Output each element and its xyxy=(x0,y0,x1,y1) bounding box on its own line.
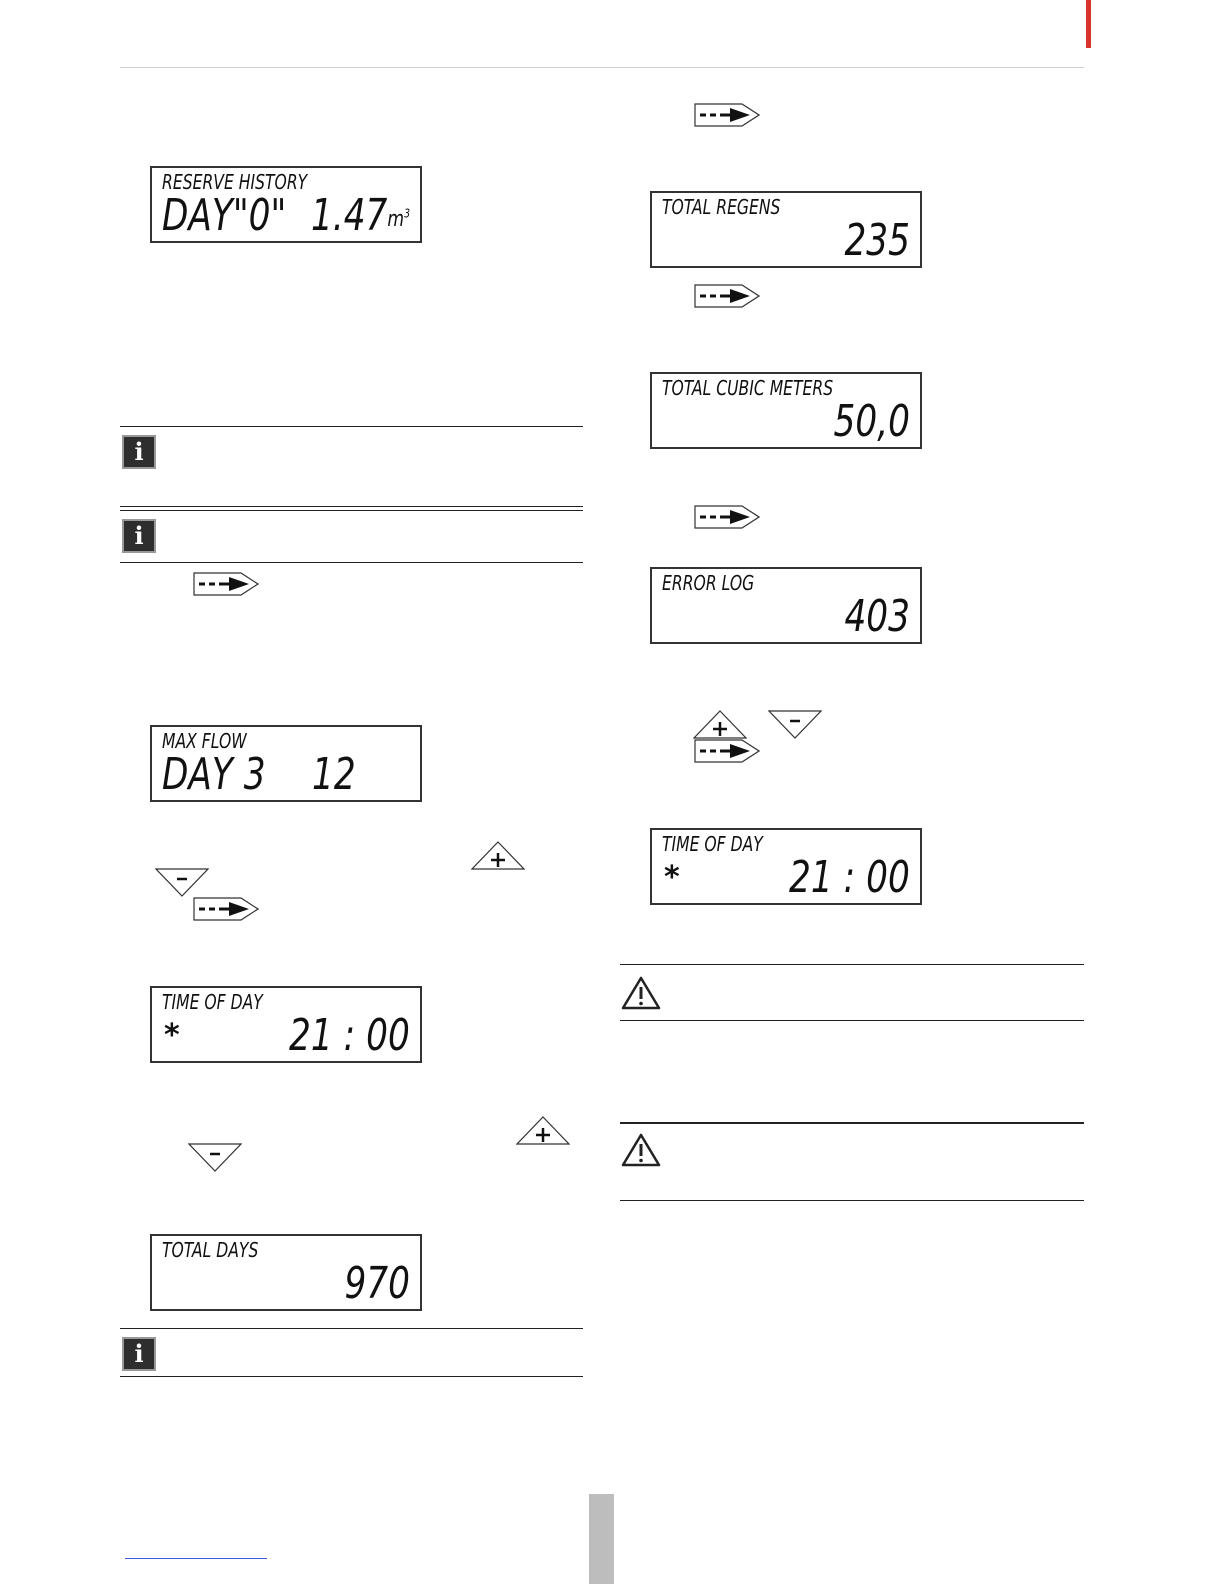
info-box-bottom-rule xyxy=(120,506,583,507)
warning-icon xyxy=(621,1133,661,1167)
lcd-unit-symbol: m xyxy=(387,207,405,232)
lcd-marker: * xyxy=(664,860,680,895)
info-icon: i xyxy=(122,519,156,553)
lcd-error-log xyxy=(650,567,922,644)
warning-box-top-rule xyxy=(620,964,1084,965)
warning-box-bottom-rule xyxy=(620,1200,1084,1201)
next-arrow-icon xyxy=(694,103,760,127)
lcd-line1: TOTAL CUBIC METERS xyxy=(662,376,834,400)
lcd-line1: RESERVE HISTORY xyxy=(162,170,308,194)
lcd-line1: TOTAL REGENS xyxy=(662,195,781,219)
lcd-value: 50,0 xyxy=(833,396,910,447)
info-box-top-rule xyxy=(120,1328,583,1329)
lcd-unit xyxy=(387,207,410,232)
lcd-value: 12 xyxy=(312,749,356,800)
minus-button-icon xyxy=(768,709,822,739)
lcd-day-label: DAY 3 xyxy=(162,749,266,800)
lcd-day-label: DAY"0" xyxy=(162,190,287,241)
plus-button-icon xyxy=(516,1116,570,1146)
lcd-value: 235 xyxy=(844,215,910,266)
lcd-time-of-day xyxy=(650,828,922,905)
warning-box-top-rule xyxy=(620,1122,1084,1124)
next-arrow-icon xyxy=(694,505,760,529)
lcd-line1: TOTAL DAYS xyxy=(162,1238,259,1262)
plus-button-icon xyxy=(693,710,747,740)
lcd-value: 403 xyxy=(844,591,910,642)
warning-icon xyxy=(621,976,661,1010)
lcd-line1: MAX FLOW xyxy=(162,729,247,753)
lcd-value: 21 : 00 xyxy=(289,1010,410,1061)
lcd-marker: * xyxy=(164,1018,180,1053)
minus-button-icon xyxy=(155,867,209,897)
lcd-value: 1.47 xyxy=(310,190,388,241)
lcd-line1: ERROR LOG xyxy=(662,571,755,595)
plus-button-icon xyxy=(471,841,525,871)
lcd-total-regens xyxy=(650,191,922,268)
lcd-value-group xyxy=(310,190,410,241)
info-box-bottom-rule xyxy=(120,1376,583,1377)
accent-bar xyxy=(1086,0,1091,48)
info-box-top-rule xyxy=(120,426,583,427)
next-arrow-icon xyxy=(193,572,259,596)
lcd-reserve-history xyxy=(150,166,422,243)
header-rule xyxy=(120,67,1084,68)
warning-box-bottom-rule xyxy=(620,1020,1084,1021)
lcd-max-flow xyxy=(150,725,422,802)
lcd-line1: TIME OF DAY xyxy=(162,990,263,1014)
minus-button-icon xyxy=(188,1142,242,1172)
lcd-line1: TIME OF DAY xyxy=(662,832,763,856)
lcd-total-cubic-meters xyxy=(650,372,922,449)
next-arrow-icon xyxy=(694,739,760,763)
info-box-bottom-rule xyxy=(120,562,583,563)
footer-link-underline[interactable] xyxy=(125,1558,267,1559)
next-arrow-icon xyxy=(193,897,259,921)
page-tab xyxy=(589,1494,614,1584)
next-arrow-icon xyxy=(694,284,760,308)
lcd-value: 21 : 00 xyxy=(789,852,910,903)
lcd-value: 970 xyxy=(344,1258,410,1309)
lcd-total-days xyxy=(150,1234,422,1311)
info-icon: i xyxy=(122,435,156,469)
lcd-unit-exponent: 3 xyxy=(404,206,410,221)
lcd-time-of-day xyxy=(150,986,422,1063)
info-box-top-rule xyxy=(120,510,583,511)
info-icon: i xyxy=(122,1337,156,1371)
